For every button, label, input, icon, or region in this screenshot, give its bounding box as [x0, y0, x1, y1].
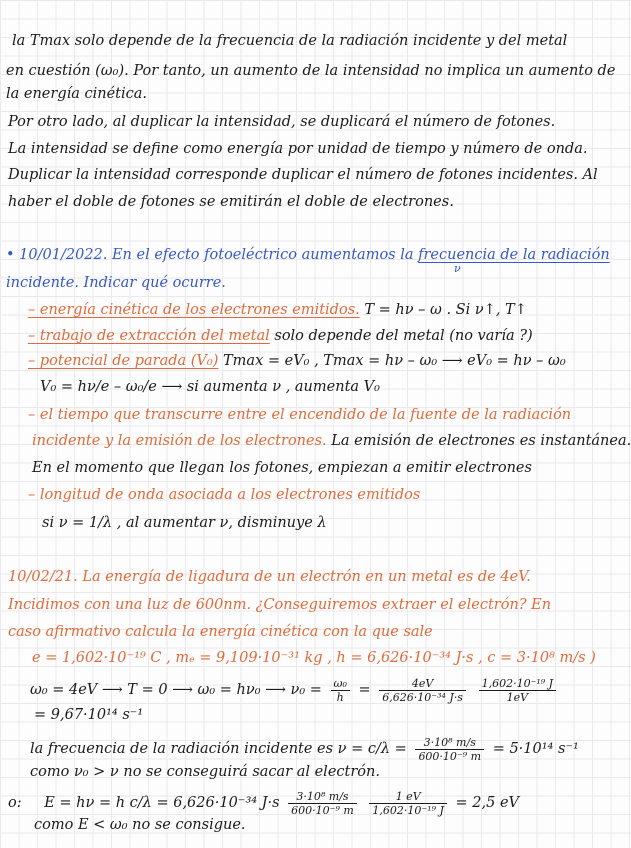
formula-line	[8, 789, 519, 817]
item-label: incidente y la emisión de los electrones.	[32, 433, 327, 449]
formula-result: = 2,5 eV	[455, 795, 520, 811]
item-label: – potencial de parada (V₀)	[28, 353, 219, 369]
numerator: 1,602·10⁻¹⁹ J	[479, 677, 557, 691]
list-item: – longitud de onda asociada a los electrones emitidos	[28, 487, 421, 503]
question-text: La energía de ligadura de un electrón en un metal es de 4eV.	[82, 569, 531, 585]
formula-text: ω₀ = 4eV ⟶ T = 0 ⟶ ω₀ = hν₀ ⟶ ν₀ =	[30, 682, 322, 698]
text-line: La intensidad se define como energía por unidad de tiempo y número de onda.	[8, 141, 588, 157]
list-item	[32, 431, 631, 451]
formula-result: = 5·10¹⁴ s⁻¹	[492, 741, 579, 757]
text-line: En el momento que llegan los fotones, empiezan a emitir electrones	[32, 460, 532, 476]
list-item	[28, 326, 533, 346]
fraction	[369, 790, 447, 817]
formula-text: E = hν = h c/λ = 6,626·10⁻³⁴ J·s	[44, 795, 280, 811]
item-label: – energía cinética de los electrones emitidos.	[28, 302, 360, 318]
numerator: 1 eV	[369, 790, 447, 804]
formula-line	[30, 676, 560, 704]
item-text: La emisión de electrones es instantánea.	[331, 433, 631, 449]
denominator: h	[336, 690, 344, 704]
list-item: – el tiempo que transcurre entre el encendido de la fuente de la radiación	[28, 407, 572, 423]
denominator: 600·10⁻⁹ m	[291, 803, 354, 817]
fraction	[379, 677, 466, 704]
list-item	[28, 300, 527, 320]
fraction	[415, 736, 484, 763]
item-text: Tmax = eV₀ , Tmax = hν – ω₀ ⟶ eV₀ = hν – ω₀	[223, 353, 566, 369]
numerator: ω₀	[331, 677, 350, 691]
question-text: Incidimos con una luz de 600nm. ¿Conseguiremos extraer el electrón? En	[8, 597, 552, 613]
question-heading	[8, 567, 531, 587]
denominator: 6,626·10⁻³⁴ J·s	[382, 690, 463, 704]
equals: =	[358, 682, 371, 698]
denominator: 600·10⁻⁹ m	[418, 749, 482, 763]
label: o:	[8, 795, 22, 811]
text-line: Por otro lado, al duplicar la intensidad, se duplicará el número de fotones.	[8, 114, 556, 130]
question-text: incidente. Indicar qué ocurre.	[6, 275, 226, 291]
numerator: 3·10⁸ m/s	[415, 736, 484, 750]
question-text: En el efecto fotoeléctrico aumentamos la	[111, 247, 414, 263]
text-line: la Tmax solo depende de la frecuencia de la radiación incidente y del metal	[12, 33, 568, 49]
question-heading	[6, 245, 610, 265]
fraction	[479, 677, 557, 704]
item-text: T = hν – ω . Si ν↑, T↑	[364, 302, 527, 318]
nu-mark: ν	[454, 262, 461, 275]
formula-line: V₀ = hν/e – ω₀/e ⟶ si aumenta ν , aumenta V₀	[40, 379, 380, 395]
underlined-text: frecuencia de la radiación	[418, 247, 610, 263]
fraction	[288, 790, 357, 817]
formula-text: la frecuencia de la radiación incidente es ν = c/λ =	[30, 741, 407, 757]
text-line: haber el doble de fotones se emitirán el doble de electrones.	[8, 194, 454, 210]
numerator: 4eV	[379, 677, 466, 691]
constants-line: e = 1,602·10⁻¹⁹ C , mₑ = 9,109·10⁻³¹ kg , h = 6,626·10⁻³⁴ J·s , c = 3·10⁸ m/s )	[32, 650, 596, 666]
list-item	[28, 351, 566, 371]
formula-line	[30, 735, 579, 763]
text-line: como E < ω₀ no se consigue.	[34, 817, 246, 833]
text-line: la energía cinética.	[6, 86, 148, 102]
numerator: 3·10⁸ m/s	[288, 790, 357, 804]
fraction	[331, 677, 350, 704]
text-line: Duplicar la intensidad corresponde duplicar el número de fotones incidentes. Al	[8, 167, 598, 183]
formula-line: si ν = 1/λ , al aumentar ν, disminuye λ	[42, 515, 327, 531]
bullet: •	[6, 247, 15, 263]
text-line: en cuestión (ω₀). Por tanto, un aumento de la intensidad no implica un aumento de	[6, 63, 616, 79]
item-text: solo depende del metal (no varía ?)	[274, 328, 533, 344]
item-label: – trabajo de extracción del metal	[28, 328, 270, 344]
question-text: caso afirmativo calcula la energía cinética con la que sale	[8, 624, 433, 640]
date-label: 10/02/21.	[8, 569, 78, 585]
text-line: como ν₀ > ν no se conseguirá sacar al electrón.	[30, 764, 380, 780]
formula-result: = 9,67·10¹⁴ s⁻¹	[34, 707, 144, 723]
denominator: 1eV	[506, 690, 529, 704]
denominator: 1,602·10⁻¹⁹ J	[372, 803, 444, 817]
date-label: 10/01/2022.	[19, 247, 108, 263]
